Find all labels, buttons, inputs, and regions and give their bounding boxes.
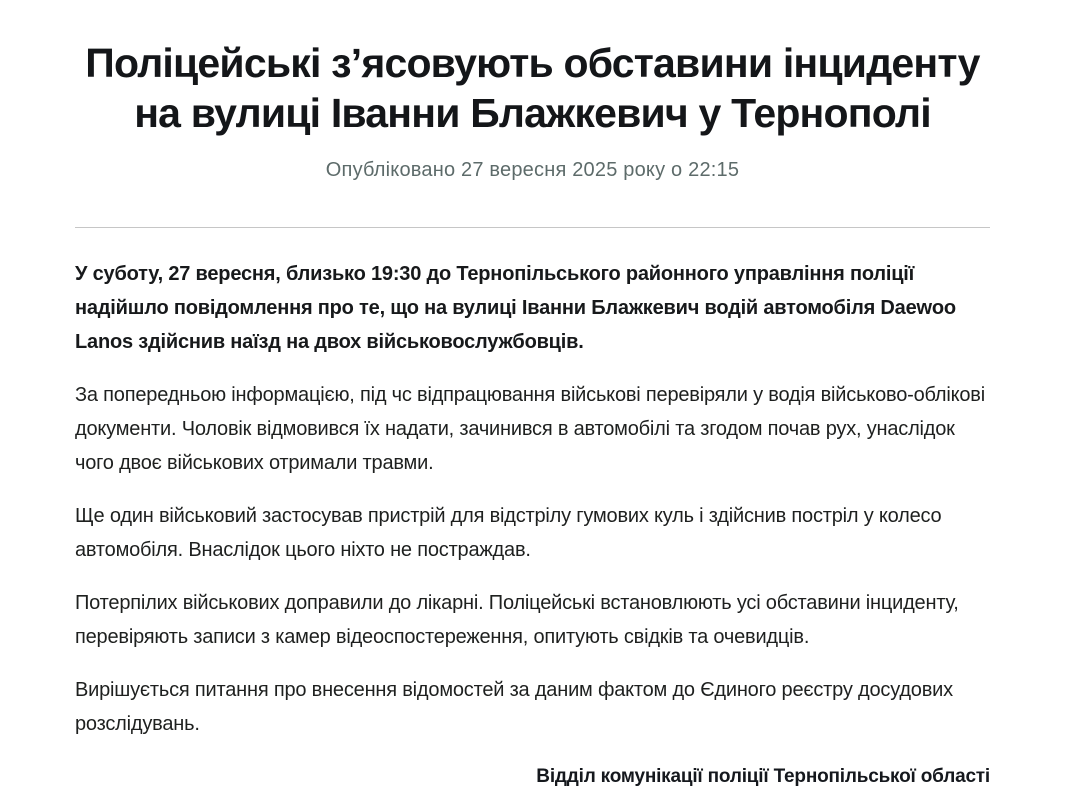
article-header [75,38,990,182]
article-body [75,257,990,794]
published-date: Опубліковано 27 вересня 2025 року о 22:15 [325,159,740,182]
paragraph-lead: У суботу, 27 вересня, близько 19:30 до Тернопільського районного управління поліції надійшло повідомлення про те, що на вулиці Іванни Блажкевич водій автомобіля Daewoo Lanos здійснив наїзд на двох військовослужбовців. [75,263,956,354]
paragraph: Вирішується питання про внесення відомостей за даним фактом до Єдиного реєстру досудових розслідувань. [75,679,953,736]
paragraph: Потерпілих військових доправили до лікарні. Поліцейські встановлюють усі обставини інциденту, перевіряють записи з камер відеоспостереження, опитують свідків та очевидців. [75,592,959,649]
page-title-line-1: Поліцейські з’ясовують обставини інциденту [85,40,980,86]
paragraph: За попередньою інформацією, під чс відпрацювання військові перевіряли у водія військово-облікові документи. Чоловік відмовився їх надати, зачинився в автомобілі та згодом почав рух, унаслідок чого двоє військових отримали травми. [75,384,985,475]
header-divider [75,227,990,228]
byline: Відділ комунікації поліції Тернопільської області [536,766,990,788]
page-title-line-2: на вулиці Іванни Блажкевич у Тернополі [134,90,931,137]
page-title [75,38,990,138]
paragraph: Ще один військовий застосував пристрій для відстрілу гумових куль і здійснив постріл у колесо автомобіля. Внаслідок цього ніхто не постраждав. [75,505,942,562]
